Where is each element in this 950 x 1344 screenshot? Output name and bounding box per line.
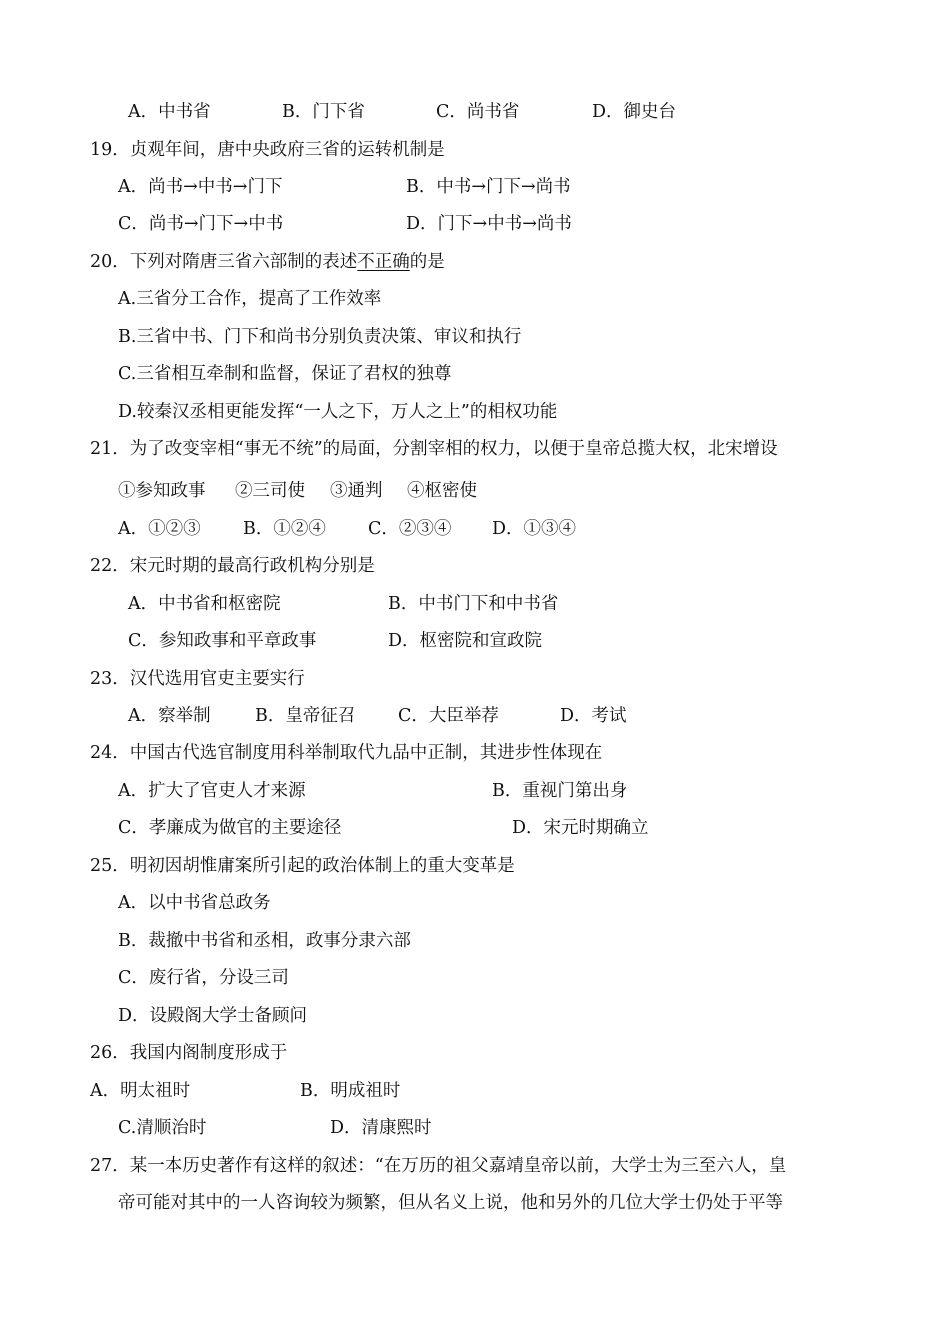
q24-option-c: C．孝廉成为做官的主要途径 <box>118 818 342 838</box>
q20-option-b: B.三省中书、门下和尚书分别负责决策、审议和执行 <box>118 327 522 347</box>
q20-stem-post: 的是 <box>409 252 445 272</box>
q18-option-d: D．御史台 <box>592 102 677 122</box>
q26-option-c: C.清顺治时 <box>118 1118 207 1138</box>
q26-stem: 26．我国内阁制度形成于 <box>90 1043 288 1063</box>
q20-stem-pre: 20．下列对隋唐三省六部制的表述 <box>90 252 358 272</box>
q25-option-c: C．废行省，分设三司 <box>118 968 289 988</box>
q19-option-c: C．尚书→门下→中书 <box>118 214 284 234</box>
q18-option-b: B．门下省 <box>282 102 365 122</box>
q22-option-c: C．参知政事和平章政事 <box>128 631 317 651</box>
q21-item-4: ④枢密使 <box>407 481 477 501</box>
q27-stem: 27．某一本历史著作有这样的叙述：“在万历的祖父嘉靖皇帝以前，大学士为三至六人，皇 <box>90 1156 787 1176</box>
q21-option-b: B．①②④ <box>243 519 326 539</box>
q22-option-a: A．中书省和枢密院 <box>128 594 281 614</box>
q24-option-d: D．宋元时期确立 <box>512 818 649 838</box>
q26-option-d: D．清康熙时 <box>330 1118 432 1138</box>
q20-option-a: A.三省分工合作，提高了工作效率 <box>118 289 382 309</box>
q24-option-b: B．重视门第出身 <box>492 781 628 801</box>
q21-stem: 21．为了改变宰相“事无不统”的局面，分割宰相的权力，以便于皇帝总揽大权，北宋增设 <box>90 439 778 459</box>
q21-option-a: A．①②③ <box>118 519 201 539</box>
q21-item-1: ①参知政事 <box>118 481 206 501</box>
q26-option-a: A．明太祖时 <box>90 1081 191 1101</box>
q23-option-d: D．考试 <box>560 706 627 726</box>
q22-option-b: B．中书门下和中书省 <box>388 594 559 614</box>
q22-stem: 22．宋元时期的最高行政机构分别是 <box>90 556 375 576</box>
q18-option-a: A．中书省 <box>128 102 211 122</box>
q20-option-c: C.三省相互牵制和监督，保证了君权的独尊 <box>118 364 452 384</box>
q23-option-a: A．察举制 <box>128 706 211 726</box>
q19-option-b: B．中书→门下→尚书 <box>406 177 571 197</box>
q21-option-c: C．②③④ <box>368 519 452 539</box>
q19-option-a: A．尚书→中书→门下 <box>118 177 283 197</box>
q18-option-c: C．尚书省 <box>436 102 520 122</box>
q24-option-a: A．扩大了官吏人才来源 <box>118 781 306 801</box>
q23-option-b: B．皇帝征召 <box>255 706 356 726</box>
q22-option-d: D．枢密院和宣政院 <box>388 631 543 651</box>
q19-option-d: D．门下→中书→尚书 <box>406 214 572 234</box>
q26-option-b: B．明成祖时 <box>300 1081 401 1101</box>
q21-item-2: ②三司使 <box>235 481 305 501</box>
q20-stem-emphasis: 不正确 <box>357 252 410 272</box>
q24-stem: 24．中国古代选官制度用科举制取代九品中正制，其进步性体现在 <box>90 743 603 763</box>
q23-stem: 23．汉代选用官吏主要实行 <box>90 669 305 689</box>
q25-stem: 25．明初因胡惟庸案所引起的政治体制上的重大变革是 <box>90 856 515 876</box>
q27-stem-continued: 帝可能对其中的一人咨询较为频繁，但从名义上说，他和另外的几位大学士仍处于平等 <box>118 1193 783 1213</box>
q23-option-c: C．大臣举荐 <box>398 706 499 726</box>
q21-item-3: ③通判 <box>330 481 383 501</box>
q25-option-b: B．裁撤中书省和丞相，政事分隶六部 <box>118 931 411 951</box>
q25-option-a: A．以中书省总政务 <box>118 893 271 913</box>
q21-option-d: D．①③④ <box>492 519 577 539</box>
q20-stem <box>90 250 445 274</box>
q20-option-d: D.较秦汉丞相更能发挥“一人之下，万人之上”的相权功能 <box>118 402 558 422</box>
q25-option-d: D．设殿阁大学士备顾问 <box>118 1006 308 1026</box>
q19-stem: 19．贞观年间，唐中央政府三省的运转机制是 <box>90 140 445 160</box>
